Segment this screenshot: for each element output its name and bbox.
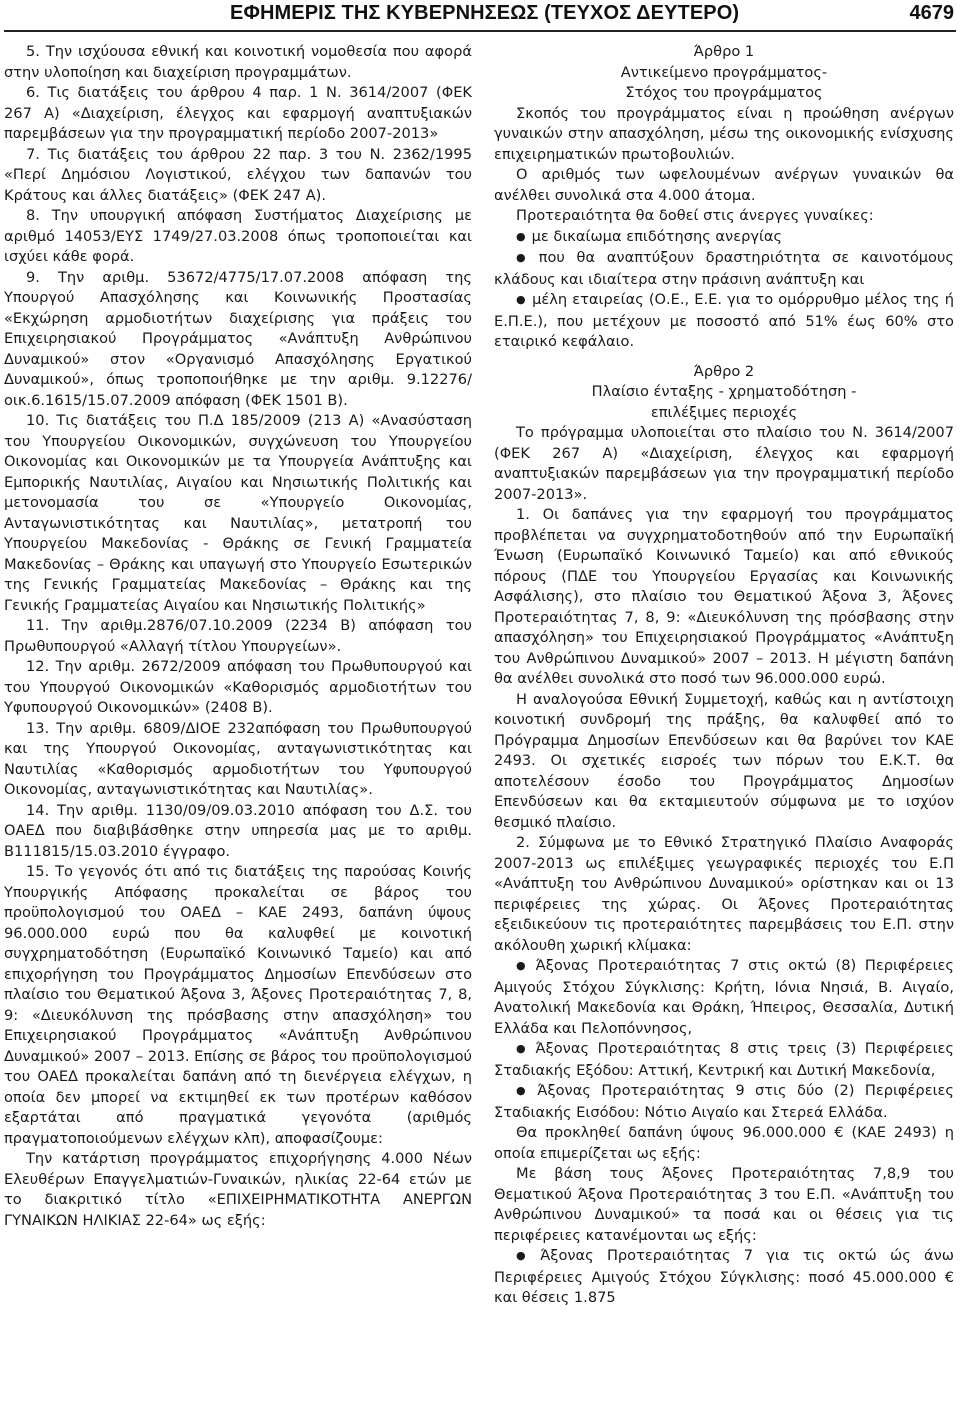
paragraph: 6. Τις διατάξεις του άρθρου 4 παρ. 1 Ν. 3614/2007 (ΦΕΚ 267 Α) «Διαχείριση, έλεγχος και εφαρμογή αναπτυξιακών παρεμβάσεων για την προγραμματική περίοδο 2007-2013» xyxy=(4,84,472,142)
right-column xyxy=(494,42,954,1309)
paragraph: 12. Την αριθμ. 2672/2009 απόφαση του Πρωθυπουργού και του Υπουργού Οικονομικών «Καθορισμός αρμοδιοτήτων του Υφυπουργού Οικονομικών» (2408 Β). xyxy=(4,658,472,716)
bullet-item xyxy=(494,227,954,249)
spacer xyxy=(494,353,954,362)
article-1-subtitle: Αντικείμενο προγράμματος- xyxy=(620,63,828,81)
article-1-subtitle: Στόχος του προγράμματος xyxy=(625,84,823,101)
bullet-text: με δικαίωμα επιδότησης ανεργίας xyxy=(531,227,783,245)
bullet-item xyxy=(494,1039,954,1081)
article-2-subtitle: επιλέξιμες περιοχές xyxy=(650,403,798,421)
page-number: 4679 xyxy=(909,2,954,24)
header-divider xyxy=(4,30,956,32)
bullet-text: Άξονας Προτεραιότητας 9 στις δύο (2) Περιφέρειες Σταδιακής Εισόδου: Νότιο Αιγαίο και Στερεά Ελλάδα. xyxy=(494,1082,954,1121)
page-header xyxy=(0,0,960,36)
bullet-icon xyxy=(516,957,536,974)
bullet-icon xyxy=(516,249,539,266)
bullet-icon xyxy=(516,1082,537,1099)
paragraph: Η αναλογούσα Εθνική Συμμετοχή, καθώς και η αντίστοιχη κοινοτική συνδρομή της πράξης, θα καλυφθεί από το Πρόγραμμα Δημοσίων Επενδύσεων και θα βαρύνει τον ΚΑΕ 2493. Οι σχετικές εισροές των πόρων του Ε.Κ.Τ. θα αποτελέσουν έσοδο του Προγράμματος Δημοσίων Επενδύσεων και θα εκταμιευτούν σύμφωνα με το ισχύον θεσμικό πλαίσιο. xyxy=(494,690,954,831)
paragraph: 11. Την αριθμ.2876/07.10.2009 (2234 Β) απόφαση του Πρωθυπουργού «Αλλαγή τίτλου Υπουργείων». xyxy=(4,617,472,655)
bullet-text: μέλη εταιρείας (Ο.Ε., Ε.Ε. για το ομόρρυθμο μέλος της ή Ε.Π.Ε.), που μετέχουν με ποσοστό από 51% έως 60% στο εταιρικό κεφάλαιο. xyxy=(494,291,954,350)
paragraph: 5. Την ισχύουσα εθνική και κοινοτική νομοθεσία που αφορά στην υλοποίηση και διαχείριση προγραμμάτων. xyxy=(4,43,472,81)
left-column xyxy=(4,42,472,1231)
paragraph: Θα προκληθεί δαπάνη ύψους 96.000.000 € (ΚΑΕ 2493) η οποία επιμερίζεται ως εξής: xyxy=(494,1124,954,1162)
paragraph: 10. Τις διατάξεις του Π.Δ 185/2009 (213 Α) «Ανασύσταση του Υπουργείου Οικονομικών, συγχώνευση του Υπουργείου Οικονομίας και Οικονομικών με τα Υπουργεία Ανάπτυξης και Εμπορικής Ναυτιλίας, Αιγαίου και Νησιωτικής Πολιτικής και μετονομασία του σε «Υπουργείο Οικονομίας, Ανταγωνιστικότητας και Ναυτιλίας», μετατροπή του Υπουργείου Μακεδονίας - Θράκης σε Γενική Γραμματεία Μακεδονίας – Θράκης και υπαγωγή στο Υπουργείο Εσωτερικών της Γενικής Γραμματείας Μακεδονίας – Θράκης και της Γενικής Γραμματείας Αιγαίου και Νησιωτικής Πολιτικής» xyxy=(4,412,472,614)
bullet-item xyxy=(494,248,954,290)
article-1-title: Άρθρο 1 xyxy=(693,43,755,60)
paragraph: 1. Οι δαπάνες για την εφαρμογή του προγράμματος προβλέπεται να συγχρηματοδοτηθούν από την Ευρωπαϊκή Ένωση (Ευρωπαϊκό Κοινωνικό Ταμείο) και από εθνικούς πόρους (ΠΔΕ του Υπουργείου Εργασίας και Κοινωνικής Ασφάλισης), στο πλαίσιο του Θεματικού Άξονα 3, Άξονες Προτεραιότητας 7, 8, 9: «Διευκόλυνση της πρόσβασης στην απασχόληση» του Επιχειρησιακού Προγράμματος «Ανάπτυξη του Ανθρώπινου Δυναμικού» 2007 – 2013. Η μέγιστη δαπάνη θα ανέλθει συνολικά στο ποσό των 96.000.000 ευρώ. xyxy=(494,506,954,687)
paragraph: Με βάση τους Άξονες Προτεραιότητας 7,8,9 του Θεματικού Άξονα Προτεραιότητας 3 του Ε.Π. «Ανάπτυξη του Ανθρώπινου Δυναμικού» τα ποσά και οι θέσεις για τις περιφέρειες κατανέμονται ως εξής: xyxy=(494,1165,954,1244)
paragraph: Το πρόγραμμα υλοποιείται στο πλαίσιο του Ν. 3614/2007 (ΦΕΚ 267 Α) «Διαχείριση, έλεγχος και εφαρμογή αναπτυξιακών παρεμβάσεων για την προγραμματική περίοδο 2007-2013». xyxy=(494,424,954,503)
bullet-icon xyxy=(516,1247,540,1264)
paragraph: 13. Την αριθμ. 6809/ΔΙΟΕ 232απόφαση του Πρωθυπουργού και της Υπουργού Οικονομίας, ανταγωνιστικότητας και Ναυτιλίας «Καθορισμός αρμοδιοτήτων του Υφυπουργού Οικονομίας, ανταγωνιστικότητας και Ναυτιλίας». xyxy=(4,719,472,798)
paragraph: Προτεραιότητα θα δοθεί στις άνεργες γυναίκες: xyxy=(516,207,874,224)
paragraph: 2. Σύμφωνα με το Εθνικό Στρατηγικό Πλαίσιο Αναφοράς 2007-2013 ως επιλέξιμες γεωγραφικές περιοχές του Ε.Π «Ανάπτυξη του Ανθρώπινου Δυναμικού» ορίστηκαν και οι 13 περιφέρειες της χώρας. Οι Άξονες Προτεραιότητας εξειδικεύουν τις προτεραιότητες παρεμβάσεις του Ε.Π. στην ακόλουθη χωρική κλίμακα: xyxy=(494,834,954,954)
bullet-text: Άξονας Προτεραιότητας 7 στις οκτώ (8) Περιφέρειες Αμιγούς Στόχου Σύγκλισης: Κρήτη, Ιόνια Νησιά, Β. Αιγαίο, Ανατολική Μακεδονία και Θράκη, Ήπειρος, Θεσσαλία, Δυτική Ελλάδα και Πελοπόννησος, xyxy=(494,957,954,1037)
paragraph: Σκοπός του προγράμματος είναι η προώθηση ανέργων γυναικών στην απασχόληση, μέσω της οικονομικής ενίσχυσης επιχειρηματικών πρωτοβουλιών. xyxy=(494,104,954,163)
article-2-title: Άρθρο 2 xyxy=(693,362,755,380)
gazette-title: ΕΦΗΜΕΡΙΣ ΤΗΣ ΚΥΒΕΡΝΗΣΕΩΣ (ΤΕΥΧΟΣ ΔΕΥΤΕΡΟ) xyxy=(230,2,740,24)
bullet-text: που θα αναπτύξουν δραστηριότητα σε καινοτόμους κλάδους και ιδιαίτερα στην πράσινη ανάπτυξη και xyxy=(494,249,954,288)
paragraph: Την κατάρτιση προγράμματος επιχορήγησης 4.000 Νέων Ελευθέρων Επαγγελματιών-Γυναικών, ηλικίας 22-64 ετών με το διακριτικό τίτλο «ΕΠΙΧΕΙΡΗΜΑΤΙΚΟΤΗΤΑ ΑΝΕΡΓΩΝ ΓΥΝΑΙΚΩΝ ΗΛΙΚΙΑΣ 22-64» ως εξής: xyxy=(4,1150,472,1229)
paragraph: 14. Την αριθμ. 1130/09/09.03.2010 απόφαση του Δ.Σ. του ΟΑΕΔ που διαβιβάσθηκε στην υπηρεσία μας με το αριθμ. Β111815/15.03.2010 έγγραφο. xyxy=(4,801,472,860)
bullet-item xyxy=(494,1081,954,1123)
bullet-icon xyxy=(516,291,532,308)
bullet-item xyxy=(494,956,954,1039)
bullet-icon xyxy=(516,1040,536,1057)
bullet-text: Άξονας Προτεραιότητας 8 στις τρεις (3) Περιφέρειες Σταδιακής Εξόδου: Αττική, Κεντρική και Δυτική Μακεδονία, xyxy=(494,1040,954,1079)
bullet-icon xyxy=(516,228,532,245)
paragraph: 7. Τις διατάξεις του άρθρου 22 παρ. 3 του Ν. 2362/1995 «Περί Δημόσιου Λογιστικού, ελέγχου των δαπανών του Κράτους και άλλες διατάξεις» (ΦΕΚ 247 Α). xyxy=(4,145,472,204)
paragraph: 15. Το γεγονός ότι από τις διατάξεις της παρούσας Κοινής Υπουργικής Απόφασης προκαλείται σε βάρος του προϋπολογισμού του ΟΑΕΔ – ΚΑΕ 2493, δαπάνη ύψους 96.000.000 ευρώ που θα καλυφθεί με κοινοτική συγχρηματοδότηση (Ευρωπαϊκό Κοινωνικό Ταμείο) και από επιχορήγηση του Προγράμματος Δημοσίων Επενδύσεων στο πλαίσιο του Θεματικού Άξονα 3, Άξονες Προτεραιότητας 7, 8, 9: «Διευκόλυνση της πρόσβασης στην απασχόληση» του Επιχειρησιακού Προγράμματος «Ανάπτυξη Ανθρώπινου Δυναμικού» 2007 – 2013. Επίσης σε βάρος του προϋπολογισμού του ΟΑΕΔ προκαλείται δαπάνη από τη διενέργεια ελέγχων, η οποία δεν μπορεί να εκτιμηθεί εκ των προτέρων καθόσον εξαρτάται από πραγματικά γεγονότα (αριθμός πραγματοποιούμενων ελέγχων κλπ), αποφασίζουμε: xyxy=(4,863,472,1147)
paragraph: 9. Την αριθμ. 53672/4775/17.07.2008 απόφαση της Υπουργού Απασχόλησης και Κοινωνικής Προστασίας «Εκχώρηση αρμοδιοτήτων διαχείρισης για πράξεις του Επιχειρησιακού Προγράμματος «Ανάπτυξη Ανθρώπινου Δυναμικού» στον «Οργανισμό Απασχόλησης Εργατικού Δυναμικού», όπως τροποποιήθηκε με την αριθμ. 9.12276/οικ.6.1615/15.07.2009 απόφαση (ΦΕΚ 1501 Β). xyxy=(4,268,472,409)
paragraph: Ο αριθμός των ωφελουμένων ανέργων γυναικών θα ανέλθει συνολικά στα 4.000 άτομα. xyxy=(494,166,954,204)
paragraph: 8. Την υπουργική απόφαση Συστήματος Διαχείρισης με αριθμό 14053/ΕΥΣ 1749/27.03.2008 όπως τροποποιείται και ισχύει κάθε φορά. xyxy=(4,207,472,265)
bullet-item xyxy=(494,1246,954,1309)
bullet-item xyxy=(494,290,954,353)
bullet-text: Άξονας Προτεραιότητας 7 για τις οκτώ ώς άνω Περιφέρειες Αμιγούς Στόχου Σύγκλισης: ποσό 45.000.000 € και θέσεις 1.875 xyxy=(494,1247,954,1306)
article-2-subtitle: Πλαίσιο ένταξης - χρηματοδότηση - xyxy=(591,383,857,400)
